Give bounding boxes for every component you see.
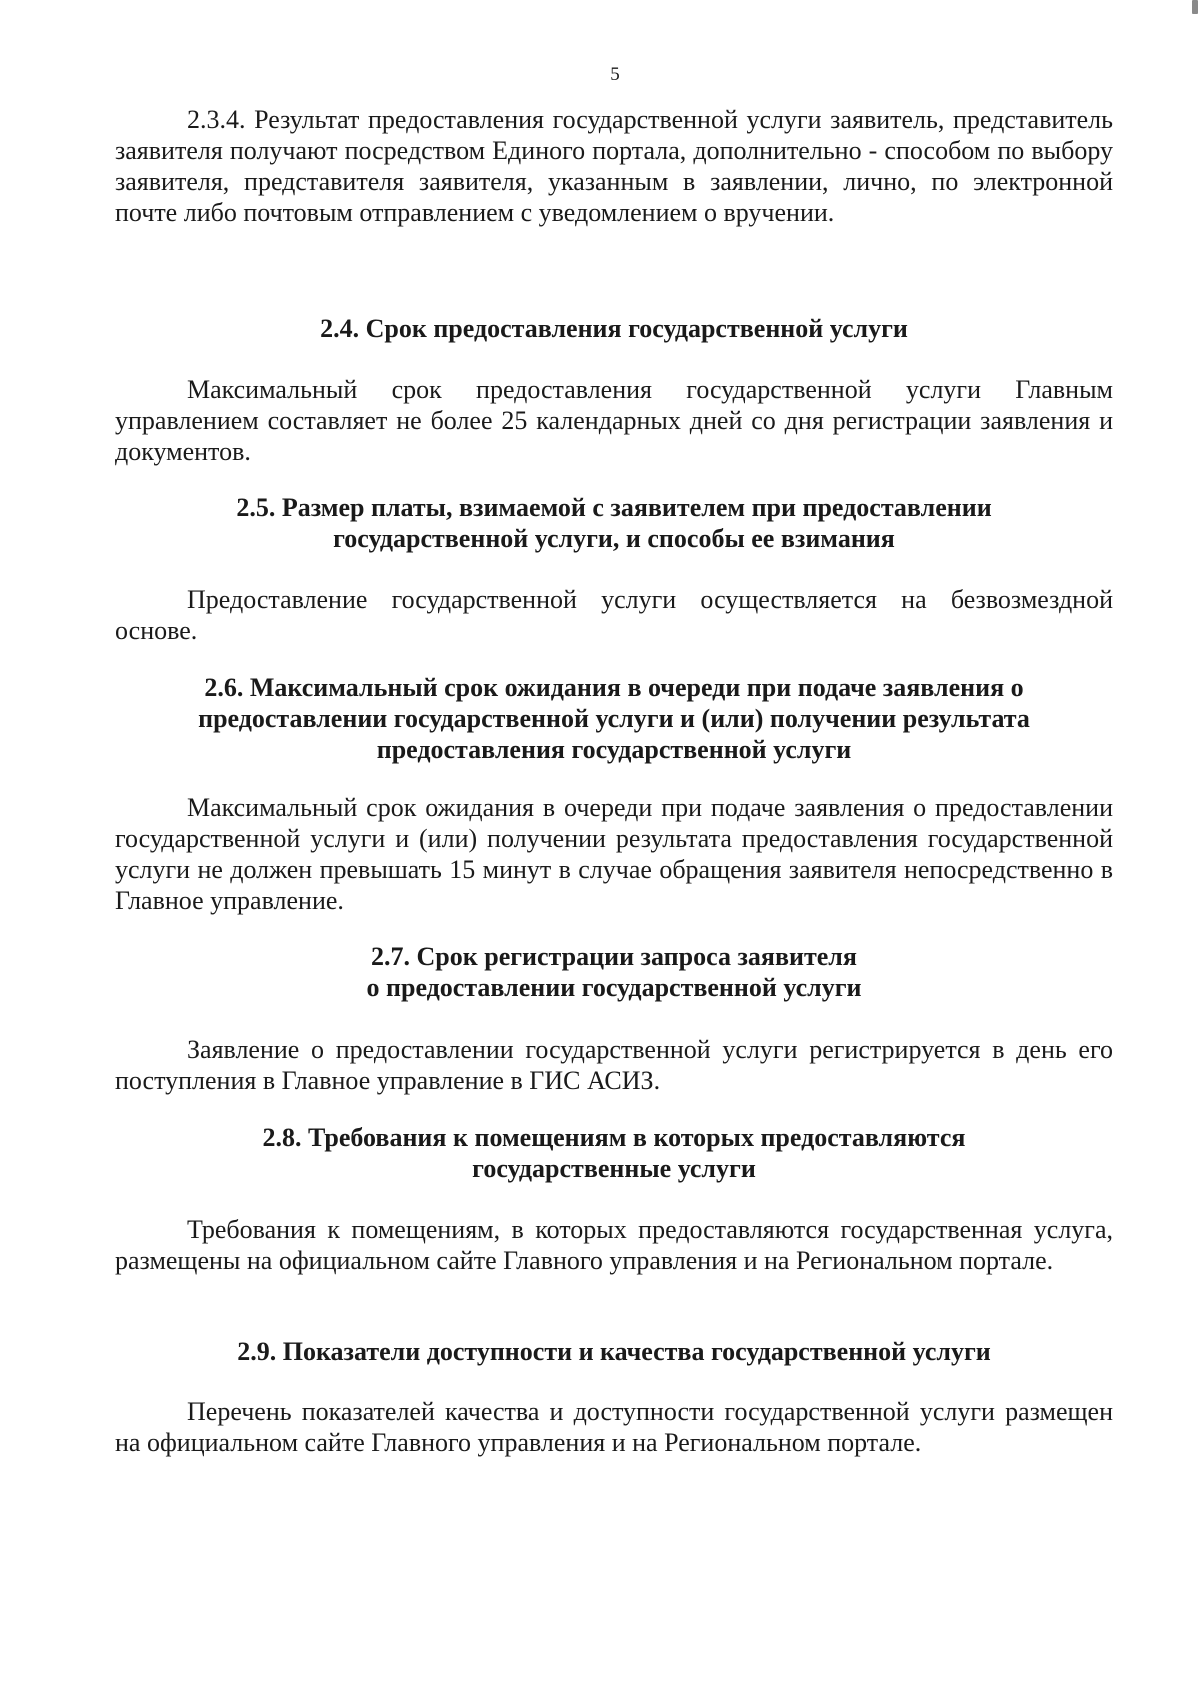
section-2-4 xyxy=(115,313,1113,344)
heading-2-7-line-1: 2.7. Срок регистрации запроса заявителя xyxy=(371,942,857,971)
section-2-7 xyxy=(115,941,1113,1003)
paragraph-2-8: Требования к помещениям, в которых предоставляются государственная услуга, размещены на официальном сайте Главного управления и на Региональном портале. xyxy=(115,1215,1113,1275)
section-2-3-4 xyxy=(115,104,1113,228)
heading-2-6-line-1: 2.6. Максимальный срок ожидания в очереди при подаче заявления о xyxy=(204,673,1024,702)
paragraph-2-7: Заявление о предоставлении государственной услуги регистрируется в день его поступления в Главное управление в ГИС АСИЗ. xyxy=(115,1035,1113,1095)
section-2-6-body xyxy=(115,792,1113,916)
heading-2-6-line-2: предоставлении государственной услуги и (или) получении результата xyxy=(198,704,1030,733)
section-2-6 xyxy=(115,672,1113,765)
heading-2-5-line-1: 2.5. Размер платы, взимаемой с заявителем при предоставлении xyxy=(236,493,992,522)
heading-2-5 xyxy=(115,492,1113,554)
section-2-5 xyxy=(115,492,1113,554)
section-2-7-body xyxy=(115,1034,1113,1096)
scan-mark xyxy=(1192,0,1198,14)
heading-2-7 xyxy=(115,941,1113,1003)
paragraph-2-9: Перечень показателей качества и доступности государственной услуги размещен на официальном сайте Главного управления и на Региональном портале. xyxy=(115,1397,1113,1457)
section-2-4-body xyxy=(115,374,1113,467)
heading-2-9: 2.9. Показатели доступности и качества государственной услуги xyxy=(237,1337,991,1366)
page-number: 5 xyxy=(610,64,620,85)
heading-2-8 xyxy=(115,1122,1113,1184)
paragraph-2-5: Предоставление государственной услуги осуществляется на безвозмездной основе. xyxy=(115,585,1113,645)
heading-2-5-line-2: государственной услуги, и способы ее взимания xyxy=(333,524,895,553)
section-2-5-body xyxy=(115,584,1113,646)
heading-2-8-line-2: государственные услуги xyxy=(472,1154,756,1183)
paragraph-2-6: Максимальный срок ожидания в очереди при подаче заявления о предоставлении государственной услуги и (или) получении результата предоставления государственной услуги не должен превышать 15 минут в случае обращения заявителя непосредственно в Главное управление. xyxy=(115,793,1113,915)
section-2-9 xyxy=(115,1336,1113,1367)
heading-2-7-line-2: о предоставлении государственной услуги xyxy=(366,973,862,1002)
section-2-8 xyxy=(115,1122,1113,1184)
paragraph-2-4: Максимальный срок предоставления государственной услуги Главным управлением составляет не более 25 календарных дней со дня регистрации заявления и документов. xyxy=(115,375,1113,466)
heading-2-8-line-1: 2.8. Требования к помещениям в которых предоставляются xyxy=(262,1123,966,1152)
heading-2-6 xyxy=(115,672,1113,765)
section-2-8-body xyxy=(115,1214,1113,1276)
heading-2-6-line-3: предоставления государственной услуги xyxy=(376,735,852,764)
heading-2-4: 2.4. Срок предоставления государственной услуги xyxy=(320,314,908,343)
section-2-9-body xyxy=(115,1396,1113,1458)
paragraph-2-3-4: 2.3.4. Результат предоставления государственной услуги заявитель, представитель заявителя получают посредством Единого портала, дополнительно - способом по выбору заявителя, представителя заявителя, указанным в заявлении, лично, по электронной почте либо почтовым отправлением с уведомлением о вручении. xyxy=(115,105,1113,227)
